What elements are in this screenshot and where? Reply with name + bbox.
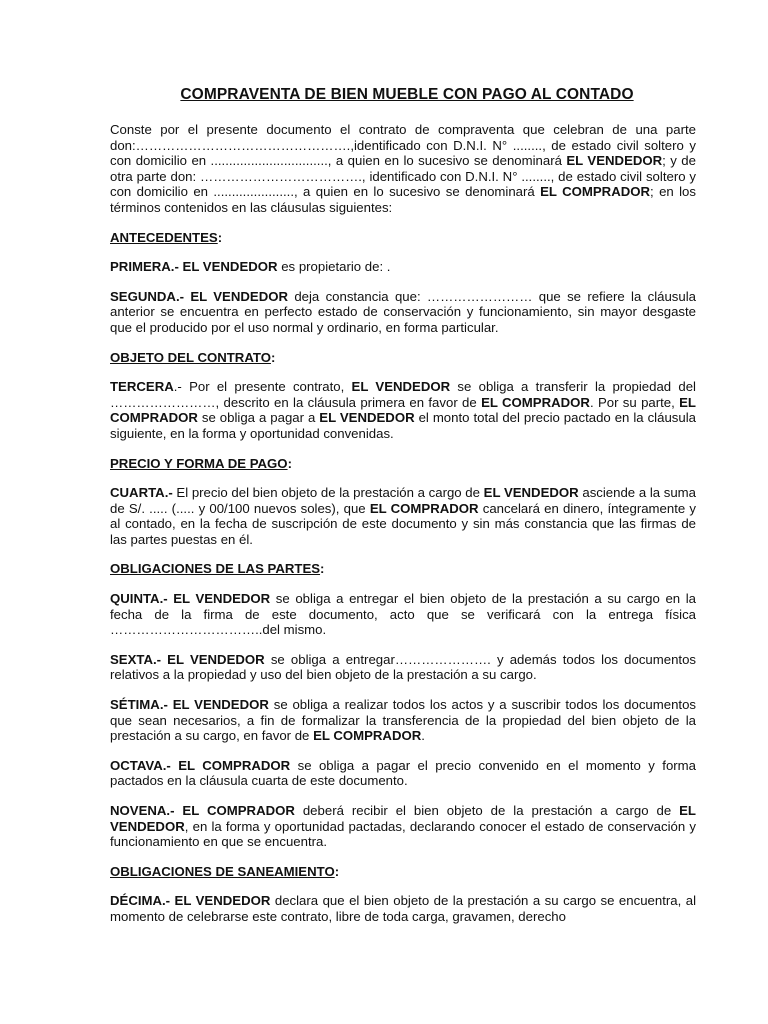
- clause-text: cancelará en dinero, íntegramente y al contado, en la fecha de suscripción de este documento y sin más constancia que las firmas de las partes puestas en él.: [110, 500, 696, 547]
- intro-text: ; en los términos contenidos en las cláusulas siguientes:: [110, 184, 696, 215]
- clause-label: SEXTA.- EL VENDEDOR: [110, 651, 265, 667]
- clause-label: PRIMERA.- EL VENDEDOR: [110, 259, 278, 275]
- clause-novena: [110, 803, 696, 850]
- heading-objeto: [110, 350, 696, 366]
- heading-text: ANTECEDENTES: [110, 229, 218, 245]
- clause-bold: EL COMPRADOR: [481, 394, 590, 410]
- heading-colon: :: [320, 561, 325, 577]
- clause-tercera: [110, 379, 696, 441]
- clause-text: asciende a la suma de S/. ..... (..... y 00/100 nuevos soles), que: [110, 485, 696, 516]
- clause-bold: EL VENDEDOR: [483, 485, 579, 501]
- clause-setima: [110, 697, 696, 744]
- clause-bold: EL VENDEDOR: [319, 410, 415, 426]
- heading-text: OBJETO DEL CONTRATO: [110, 349, 271, 365]
- clause-label: SÉTIMA.- EL VENDEDOR: [110, 697, 269, 713]
- clause-label: TERCERA: [110, 379, 174, 395]
- clause-text: El precio del bien objeto de la prestación a cargo de: [172, 485, 484, 501]
- heading-antecedentes: [110, 230, 696, 246]
- clause-bold: EL COMPRADOR: [369, 500, 479, 516]
- clause-cuarta: [110, 485, 696, 547]
- clause-label: DÉCIMA.- EL VENDEDOR: [110, 893, 271, 909]
- clause-text: se obliga a entregar…………………. y además todos los documentos relativos a la propiedad y uso del bien objeto de la prestación a su cargo.: [110, 651, 696, 683]
- clause-bold: EL VENDEDOR: [351, 379, 451, 395]
- heading-colon: :: [270, 349, 276, 365]
- heading-text: OBLIGACIONES DE SANEAMIENTO: [110, 863, 335, 879]
- clause-label: CUARTA.-: [110, 485, 173, 501]
- clause-label: QUINTA.- EL VENDEDOR: [110, 591, 271, 607]
- clause-quinta: [110, 591, 696, 638]
- heading-colon: :: [287, 455, 292, 471]
- intro-text: Conste por el presente documento el contrato de compraventa que celebran de una parte don:………………………………………….,identificado con D.N.I. N° ........, de estado civil soltero y con domicilio en ................................, a quien en lo sucesivo se denominará: [110, 122, 696, 169]
- clause-text: .: [421, 728, 425, 744]
- heading-precio: [110, 456, 696, 472]
- heading-text: OBLIGACIONES DE LAS PARTES: [110, 561, 321, 577]
- clause-text: . Por su parte,: [589, 394, 680, 410]
- heading-obligaciones: [110, 561, 696, 577]
- clause-label: NOVENA.- EL COMPRADOR: [110, 803, 295, 818]
- intro-comprador: EL COMPRADOR: [540, 184, 651, 200]
- clause-decima: [110, 893, 696, 924]
- heading-colon: :: [334, 863, 340, 879]
- clause-text: se obliga a transferir la propiedad del ……………………, descrito en la cláusula primera en favor de: [110, 379, 696, 410]
- clause-label: OCTAVA.- EL COMPRADOR: [110, 757, 291, 773]
- clause-primera: [110, 259, 696, 275]
- clause-text: el monto total del precio pactado en la cláusula siguiente, en la forma y oportunidad convenidas.: [110, 410, 696, 441]
- clause-octava: [110, 758, 696, 789]
- clause-label: SEGUNDA.- EL VENDEDOR: [110, 288, 288, 304]
- intro-text: ; y de otra parte don: ………………………………., identificado con D.N.I. N° ........, de estado civil soltero y con domicilio en ......................, a quien en lo sucesivo se denominará: [110, 153, 696, 200]
- clause-text: deja constancia que: …………………… que se refiere la cláusula anterior se encuentra en perfecto estado de conservación y funcionamiento, sin mayor desgaste que el producido por el uso normal y ordinario, en forma particular.: [110, 288, 696, 335]
- clause-text: , en la forma y oportunidad pactadas, declarando conocer el estado de conservación y funcionamiento en que se encuentra.: [110, 818, 696, 850]
- clause-text: declara que el bien objeto de la prestación a su cargo se encuentra, al momento de celebrarse este contrato, libre de toda carga, gravamen, derecho: [110, 893, 696, 924]
- intro-paragraph: [110, 122, 696, 216]
- clause-text: se obliga a realizar todos los actos y a suscribir todos los documentos que sean necesarios, a fin de formalizar la transferencia de la propiedad del bien objeto de la prestación a su cargo, en favor de: [110, 697, 696, 744]
- clause-sexta: [110, 652, 696, 683]
- clause-bold: EL VENDEDOR: [110, 803, 696, 834]
- heading-saneamiento: [110, 864, 696, 880]
- clause-text: se obliga a pagar el precio convenido en el momento y forma pactados en la cláusula cuarta de este documento.: [110, 757, 697, 789]
- document-title: COMPRAVENTA DE BIEN MUEBLE CON PAGO AL CONTADO: [180, 86, 634, 103]
- heading-colon: :: [217, 229, 223, 245]
- clause-bold: EL COMPRADOR: [110, 394, 696, 426]
- clause-segunda: [110, 289, 696, 336]
- clause-text: se obliga a entregar el bien objeto de la prestación a su cargo en la fecha de la firma de este documento, acto que se verificará con la entrega física ……………………………..del mismo.: [110, 591, 696, 638]
- clause-text: es propietario de: .: [277, 259, 391, 275]
- clause-bold: EL COMPRADOR: [313, 728, 422, 744]
- heading-text: PRECIO Y FORMA DE PAGO: [110, 455, 288, 471]
- intro-vendedor: EL VENDEDOR: [566, 153, 663, 169]
- clause-text: .- Por el presente contrato,: [173, 379, 352, 395]
- clause-text: se obliga a pagar a: [197, 410, 320, 426]
- clause-text: deberá recibir el bien objeto de la prestación a cargo de: [294, 803, 680, 818]
